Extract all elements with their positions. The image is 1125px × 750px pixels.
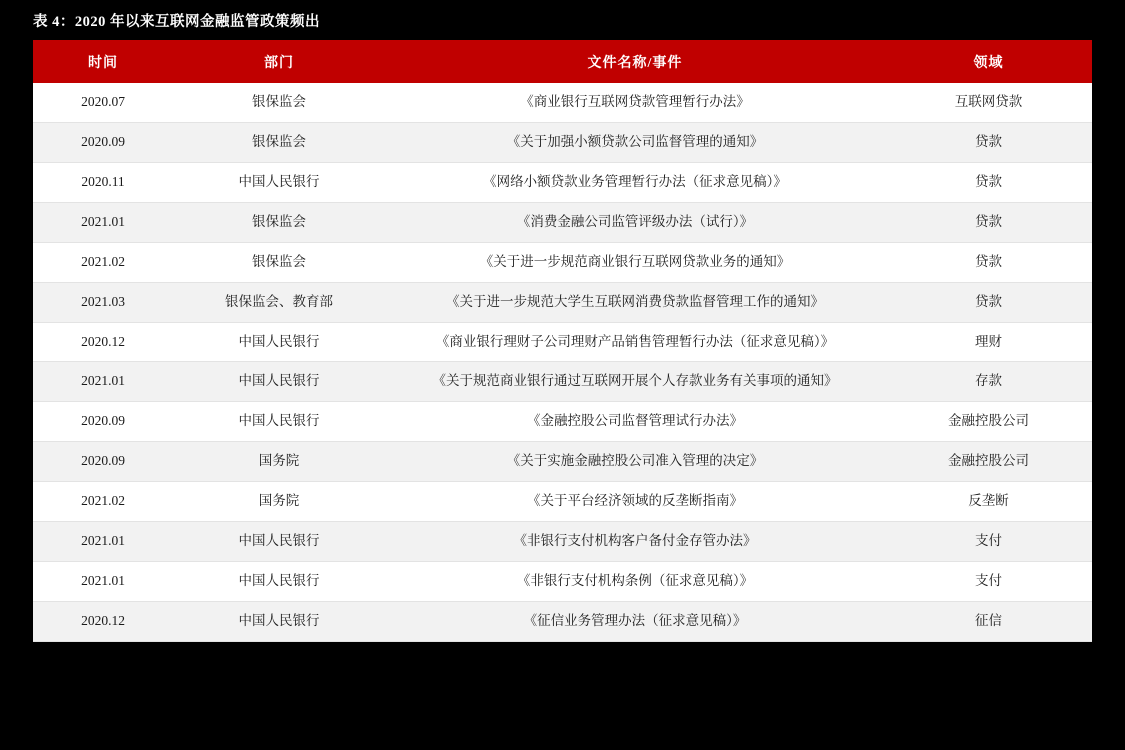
cell-department: 中国人民银行: [173, 162, 385, 202]
cell-area: 支付: [885, 562, 1092, 602]
cell-department: 中国人民银行: [173, 522, 385, 562]
cell-area: 反垄断: [885, 482, 1092, 522]
cell-area: 贷款: [885, 202, 1092, 242]
cell-department: 银保监会: [173, 202, 385, 242]
cell-document: 《关于进一步规范商业银行互联网贷款业务的通知》: [385, 242, 885, 282]
cell-time: 2020.09: [33, 122, 173, 162]
cell-time: 2021.03: [33, 282, 173, 322]
cell-department: 国务院: [173, 442, 385, 482]
cell-time: 2021.02: [33, 482, 173, 522]
cell-document: 《关于进一步规范大学生互联网消费贷款监督管理工作的通知》: [385, 282, 885, 322]
cell-area: 征信: [885, 601, 1092, 641]
cell-document: 《商业银行互联网贷款管理暂行办法》: [385, 83, 885, 122]
cell-time: 2020.12: [33, 322, 173, 362]
cell-area: 金融控股公司: [885, 442, 1092, 482]
table-row: [33, 362, 1092, 402]
cell-document: 《非银行支付机构条例（征求意见稿）》: [385, 562, 885, 602]
cell-document: 《关于规范商业银行通过互联网开展个人存款业务有关事项的通知》: [385, 362, 885, 402]
cell-document: 《征信业务管理办法（征求意见稿）》: [385, 601, 885, 641]
cell-document: 《商业银行理财子公司理财产品销售管理暂行办法（征求意见稿）》: [385, 322, 885, 362]
cell-time: 2021.01: [33, 202, 173, 242]
table-row: [33, 442, 1092, 482]
column-header-document: 文件名称/事件: [385, 40, 885, 83]
table-row: [33, 202, 1092, 242]
cell-document: 《关于实施金融控股公司准入管理的决定》: [385, 442, 885, 482]
cell-area: 支付: [885, 522, 1092, 562]
cell-department: 中国人民银行: [173, 562, 385, 602]
cell-time: 2021.01: [33, 562, 173, 602]
cell-document: 《网络小额贷款业务管理暂行办法（征求意见稿）》: [385, 162, 885, 202]
table-row: [33, 482, 1092, 522]
cell-document: 《关于平台经济领域的反垄断指南》: [385, 482, 885, 522]
table-row: [33, 83, 1092, 122]
cell-area: 贷款: [885, 122, 1092, 162]
table-row: [33, 601, 1092, 641]
column-header-time: 时间: [33, 40, 173, 83]
column-header-department: 部门: [173, 40, 385, 83]
table-row: [33, 402, 1092, 442]
table-row: [33, 162, 1092, 202]
table-row: [33, 122, 1092, 162]
cell-department: 中国人民银行: [173, 601, 385, 641]
cell-time: 2020.11: [33, 162, 173, 202]
cell-department: 中国人民银行: [173, 402, 385, 442]
cell-department: 银保监会、教育部: [173, 282, 385, 322]
cell-area: 贷款: [885, 282, 1092, 322]
cell-department: 中国人民银行: [173, 362, 385, 402]
cell-time: 2020.09: [33, 442, 173, 482]
cell-department: 银保监会: [173, 83, 385, 122]
cell-department: 银保监会: [173, 122, 385, 162]
table-header-row: [33, 40, 1092, 83]
cell-time: 2020.09: [33, 402, 173, 442]
table-row: [33, 242, 1092, 282]
policy-table: [33, 40, 1092, 642]
cell-document: 《金融控股公司监督管理试行办法》: [385, 402, 885, 442]
table-row: [33, 522, 1092, 562]
cell-area: 贷款: [885, 162, 1092, 202]
table-body: [33, 83, 1092, 641]
table-row: [33, 282, 1092, 322]
cell-area: 理财: [885, 322, 1092, 362]
cell-department: 银保监会: [173, 242, 385, 282]
cell-time: 2021.01: [33, 522, 173, 562]
cell-time: 2021.01: [33, 362, 173, 402]
cell-department: 中国人民银行: [173, 322, 385, 362]
cell-area: 存款: [885, 362, 1092, 402]
cell-area: 互联网贷款: [885, 83, 1092, 122]
cell-time: 2020.12: [33, 601, 173, 641]
cell-department: 国务院: [173, 482, 385, 522]
cell-document: 《关于加强小额贷款公司监督管理的通知》: [385, 122, 885, 162]
table-row: [33, 322, 1092, 362]
table-caption: 表 4：2020 年以来互联网金融监管政策频出: [33, 14, 320, 30]
table-header: [33, 40, 1092, 83]
table-row: [33, 562, 1092, 602]
cell-area: 贷款: [885, 242, 1092, 282]
policy-table-container: [33, 40, 1092, 642]
cell-area: 金融控股公司: [885, 402, 1092, 442]
column-header-area: 领域: [885, 40, 1092, 83]
cell-document: 《非银行支付机构客户备付金存管办法》: [385, 522, 885, 562]
cell-time: 2020.07: [33, 83, 173, 122]
cell-document: 《消费金融公司监管评级办法（试行）》: [385, 202, 885, 242]
cell-time: 2021.02: [33, 242, 173, 282]
